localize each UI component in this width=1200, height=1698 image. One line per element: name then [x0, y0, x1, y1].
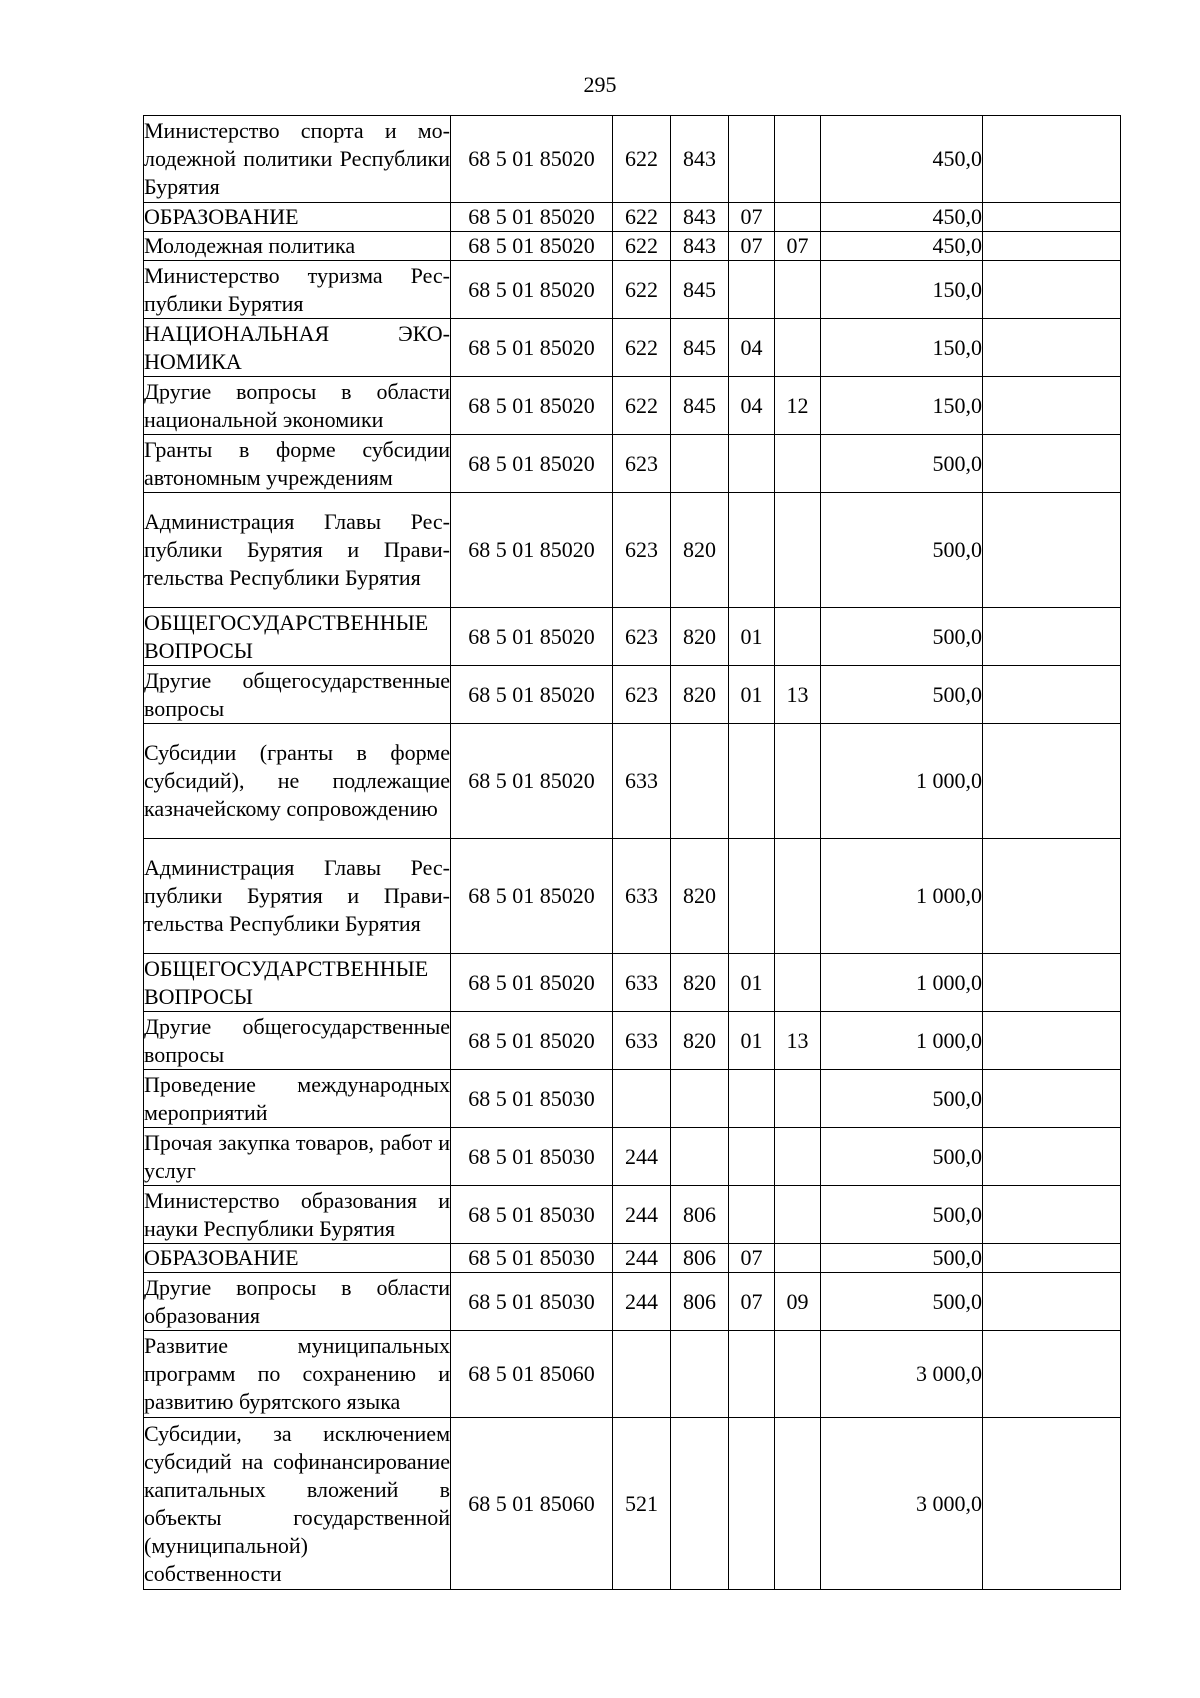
row-administrator-cell: 820 — [671, 954, 729, 1012]
table-row — [144, 1186, 1121, 1244]
row-expense-type-cell: 633 — [613, 839, 671, 954]
row-amount-cell: 450,0 — [821, 116, 983, 203]
row-expense-type-cell: 622 — [613, 116, 671, 203]
table-row — [144, 493, 1121, 608]
row-empty-cell — [983, 1331, 1121, 1418]
row-section-cell — [729, 839, 775, 954]
row-target-code-cell: 68 5 01 85030 — [451, 1244, 613, 1273]
row-expense-type-cell: 633 — [613, 954, 671, 1012]
row-section-cell — [729, 1331, 775, 1418]
row-amount-cell: 150,0 — [821, 261, 983, 319]
table-row — [144, 1273, 1121, 1331]
row-name-cell: Министерство спорта и молодежной политики Республики Бурятия — [144, 116, 451, 203]
row-target-code-cell: 68 5 01 85030 — [451, 1186, 613, 1244]
table-row — [144, 839, 1121, 954]
row-administrator-cell — [671, 1331, 729, 1418]
row-empty-cell — [983, 724, 1121, 839]
row-amount-cell: 500,0 — [821, 1244, 983, 1273]
row-section-cell: 07 — [729, 232, 775, 261]
row-target-code-cell: 68 5 01 85030 — [451, 1273, 613, 1331]
row-empty-cell — [983, 1186, 1121, 1244]
row-subsection-cell — [775, 1331, 821, 1418]
row-target-code-cell: 68 5 01 85020 — [451, 116, 613, 203]
row-expense-type-cell: 623 — [613, 493, 671, 608]
row-section-cell — [729, 435, 775, 493]
row-target-code-cell: 68 5 01 85030 — [451, 1070, 613, 1128]
row-administrator-cell — [671, 1128, 729, 1186]
row-subsection-cell — [775, 319, 821, 377]
page-number: 295 — [583, 72, 617, 97]
row-empty-cell — [983, 1244, 1121, 1273]
row-subsection-cell — [775, 1070, 821, 1128]
row-section-cell — [729, 1070, 775, 1128]
row-section-cell: 07 — [729, 203, 775, 232]
row-subsection-cell — [775, 724, 821, 839]
row-empty-cell — [983, 1012, 1121, 1070]
row-empty-cell — [983, 203, 1121, 232]
row-section-cell — [729, 493, 775, 608]
row-administrator-cell: 820 — [671, 839, 729, 954]
row-name-cell: Другие вопросы в области национальной экономики — [144, 377, 451, 435]
row-target-code-cell: 68 5 01 85020 — [451, 608, 613, 666]
row-empty-cell — [983, 493, 1121, 608]
row-administrator-cell: 843 — [671, 203, 729, 232]
row-expense-type-cell: 633 — [613, 724, 671, 839]
row-subsection-cell — [775, 203, 821, 232]
row-name-cell: Развитие муниципальных программ по сохранению и развитию бурятского языка — [144, 1331, 451, 1418]
row-section-cell: 01 — [729, 666, 775, 724]
row-empty-cell — [983, 435, 1121, 493]
row-amount-cell: 1 000,0 — [821, 839, 983, 954]
row-section-cell — [729, 1186, 775, 1244]
table-row — [144, 666, 1121, 724]
row-section-cell — [729, 261, 775, 319]
row-subsection-cell — [775, 435, 821, 493]
row-amount-cell: 500,0 — [821, 1273, 983, 1331]
row-section-cell: 01 — [729, 1012, 775, 1070]
table-row — [144, 1128, 1121, 1186]
row-expense-type-cell: 623 — [613, 435, 671, 493]
row-name-cell: ОБЩЕГОСУДАРСТВЕННЫЕ ВОПРОСЫ — [144, 608, 451, 666]
row-subsection-cell — [775, 1128, 821, 1186]
table-row — [144, 319, 1121, 377]
row-expense-type-cell: 244 — [613, 1244, 671, 1273]
row-target-code-cell: 68 5 01 85060 — [451, 1331, 613, 1418]
table-row — [144, 203, 1121, 232]
row-subsection-cell — [775, 608, 821, 666]
row-name-cell: ОБРАЗОВАНИЕ — [144, 1244, 451, 1273]
row-section-cell: 01 — [729, 608, 775, 666]
row-target-code-cell: 68 5 01 85020 — [451, 203, 613, 232]
row-target-code-cell: 68 5 01 85060 — [451, 1418, 613, 1590]
row-empty-cell — [983, 232, 1121, 261]
table-row — [144, 1012, 1121, 1070]
row-administrator-cell: 845 — [671, 261, 729, 319]
row-name-cell: ОБЩЕГОСУДАРСТВЕННЫЕ ВОПРОСЫ — [144, 954, 451, 1012]
row-administrator-cell: 845 — [671, 319, 729, 377]
row-subsection-cell — [775, 954, 821, 1012]
row-expense-type-cell: 633 — [613, 1012, 671, 1070]
row-name-cell: Министерство туризма Республики Бурятия — [144, 261, 451, 319]
row-administrator-cell: 845 — [671, 377, 729, 435]
row-target-code-cell: 68 5 01 85020 — [451, 1012, 613, 1070]
row-section-cell — [729, 724, 775, 839]
row-section-cell — [729, 1418, 775, 1590]
row-amount-cell: 1 000,0 — [821, 1012, 983, 1070]
row-section-cell: 01 — [729, 954, 775, 1012]
row-subsection-cell: 07 — [775, 232, 821, 261]
row-administrator-cell: 820 — [671, 1012, 729, 1070]
row-name-cell: Другие вопросы в области образования — [144, 1273, 451, 1331]
row-target-code-cell: 68 5 01 85020 — [451, 954, 613, 1012]
row-amount-cell: 450,0 — [821, 203, 983, 232]
budget-table — [143, 115, 1121, 1590]
row-amount-cell: 150,0 — [821, 377, 983, 435]
row-subsection-cell — [775, 1418, 821, 1590]
row-amount-cell: 3 000,0 — [821, 1418, 983, 1590]
row-subsection-cell: 13 — [775, 666, 821, 724]
row-administrator-cell — [671, 724, 729, 839]
row-amount-cell: 500,0 — [821, 493, 983, 608]
row-empty-cell — [983, 1128, 1121, 1186]
row-expense-type-cell: 622 — [613, 319, 671, 377]
row-empty-cell — [983, 1273, 1121, 1331]
row-subsection-cell — [775, 261, 821, 319]
row-administrator-cell: 806 — [671, 1186, 729, 1244]
row-name-cell: Молодежная политика — [144, 232, 451, 261]
row-name-cell: Министерство образования и науки Республики Бурятия — [144, 1186, 451, 1244]
row-name-cell: Другие общегосударственные вопросы — [144, 666, 451, 724]
row-administrator-cell — [671, 1418, 729, 1590]
table-row — [144, 377, 1121, 435]
row-expense-type-cell — [613, 1070, 671, 1128]
row-amount-cell: 500,0 — [821, 1186, 983, 1244]
row-expense-type-cell: 244 — [613, 1128, 671, 1186]
row-empty-cell — [983, 954, 1121, 1012]
row-section-cell: 07 — [729, 1273, 775, 1331]
row-target-code-cell: 68 5 01 85020 — [451, 666, 613, 724]
row-amount-cell: 1 000,0 — [821, 724, 983, 839]
row-expense-type-cell: 521 — [613, 1418, 671, 1590]
table-row — [144, 608, 1121, 666]
row-administrator-cell: 820 — [671, 493, 729, 608]
table-row — [144, 1331, 1121, 1418]
row-subsection-cell — [775, 839, 821, 954]
table-row — [144, 1418, 1121, 1590]
row-amount-cell: 500,0 — [821, 666, 983, 724]
table-row — [144, 954, 1121, 1012]
row-subsection-cell: 09 — [775, 1273, 821, 1331]
row-target-code-cell: 68 5 01 85020 — [451, 319, 613, 377]
row-empty-cell — [983, 839, 1121, 954]
row-amount-cell: 500,0 — [821, 608, 983, 666]
row-amount-cell: 1 000,0 — [821, 954, 983, 1012]
row-expense-type-cell: 623 — [613, 608, 671, 666]
row-section-cell — [729, 1128, 775, 1186]
row-administrator-cell: 806 — [671, 1273, 729, 1331]
row-empty-cell — [983, 666, 1121, 724]
row-empty-cell — [983, 1418, 1121, 1590]
row-name-cell: Гранты в форме субсидии автономным учреждениям — [144, 435, 451, 493]
row-empty-cell — [983, 1070, 1121, 1128]
row-expense-type-cell: 622 — [613, 203, 671, 232]
row-name-cell: Субсидии, за исключением субсидий на софинансирование капитальных вложений в объекты государственной (муниципальной) собственности — [144, 1418, 451, 1590]
row-subsection-cell: 12 — [775, 377, 821, 435]
row-empty-cell — [983, 377, 1121, 435]
table-row — [144, 724, 1121, 839]
row-section-cell: 04 — [729, 319, 775, 377]
row-amount-cell: 3 000,0 — [821, 1331, 983, 1418]
row-name-cell: Субсидии (гранты в форме субсидий), не подлежащие казначейскому сопровождению — [144, 724, 451, 839]
row-name-cell: Прочая закупка товаров, работ и услуг — [144, 1128, 451, 1186]
row-subsection-cell — [775, 1186, 821, 1244]
row-name-cell: Другие общегосударственные вопросы — [144, 1012, 451, 1070]
row-expense-type-cell — [613, 1331, 671, 1418]
table-row — [144, 1070, 1121, 1128]
row-target-code-cell: 68 5 01 85020 — [451, 261, 613, 319]
row-amount-cell: 500,0 — [821, 1070, 983, 1128]
table-row — [144, 232, 1121, 261]
row-empty-cell — [983, 608, 1121, 666]
row-empty-cell — [983, 116, 1121, 203]
row-section-cell: 07 — [729, 1244, 775, 1273]
row-administrator-cell: 820 — [671, 666, 729, 724]
row-name-cell: Проведение международных мероприятий — [144, 1070, 451, 1128]
row-expense-type-cell: 622 — [613, 377, 671, 435]
row-expense-type-cell: 244 — [613, 1186, 671, 1244]
table-row — [144, 116, 1121, 203]
row-name-cell: Администрация Главы Республики Бурятия и Правительства Республики Бурятия — [144, 493, 451, 608]
row-expense-type-cell: 622 — [613, 232, 671, 261]
row-administrator-cell — [671, 435, 729, 493]
row-target-code-cell: 68 5 01 85020 — [451, 377, 613, 435]
row-expense-type-cell: 244 — [613, 1273, 671, 1331]
row-administrator-cell: 820 — [671, 608, 729, 666]
row-expense-type-cell: 623 — [613, 666, 671, 724]
row-administrator-cell: 806 — [671, 1244, 729, 1273]
row-administrator-cell: 843 — [671, 232, 729, 261]
row-name-cell: Администрация Главы Республики Бурятия и Правительства Республики Бурятия — [144, 839, 451, 954]
row-target-code-cell: 68 5 01 85020 — [451, 232, 613, 261]
row-section-cell: 04 — [729, 377, 775, 435]
row-target-code-cell: 68 5 01 85020 — [451, 839, 613, 954]
row-empty-cell — [983, 319, 1121, 377]
row-amount-cell: 450,0 — [821, 232, 983, 261]
row-subsection-cell: 13 — [775, 1012, 821, 1070]
row-target-code-cell: 68 5 01 85020 — [451, 493, 613, 608]
row-subsection-cell — [775, 1244, 821, 1273]
table-row — [144, 435, 1121, 493]
table-row — [144, 261, 1121, 319]
row-target-code-cell: 68 5 01 85030 — [451, 1128, 613, 1186]
row-name-cell: ОБРАЗОВАНИЕ — [144, 203, 451, 232]
budget-table-body — [144, 116, 1121, 1590]
row-amount-cell: 500,0 — [821, 1128, 983, 1186]
table-row — [144, 1244, 1121, 1273]
row-administrator-cell — [671, 1070, 729, 1128]
row-administrator-cell: 843 — [671, 116, 729, 203]
row-amount-cell: 500,0 — [821, 435, 983, 493]
row-name-cell: НАЦИОНАЛЬНАЯ ЭКОНОМИКА — [144, 319, 451, 377]
row-empty-cell — [983, 261, 1121, 319]
row-subsection-cell — [775, 493, 821, 608]
row-target-code-cell: 68 5 01 85020 — [451, 435, 613, 493]
row-subsection-cell — [775, 116, 821, 203]
row-section-cell — [729, 116, 775, 203]
row-amount-cell: 150,0 — [821, 319, 983, 377]
row-target-code-cell: 68 5 01 85020 — [451, 724, 613, 839]
row-expense-type-cell: 622 — [613, 261, 671, 319]
